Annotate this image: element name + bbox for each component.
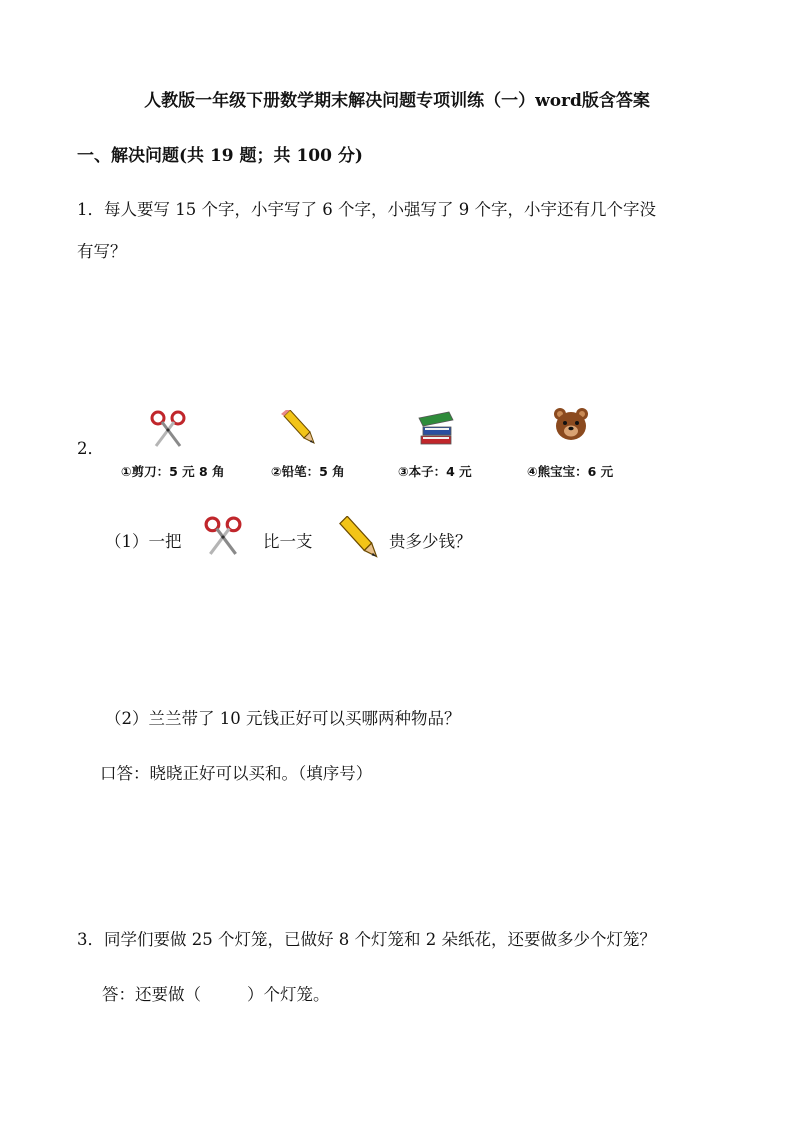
sub-1-prefix: （1）一把 [105, 532, 182, 551]
sub-1-middle: 比一支 [263, 532, 313, 551]
item-label-bear: ④熊宝宝：6 元 [527, 464, 614, 479]
question-3-answer [102, 981, 330, 1005]
bear-icon [553, 406, 589, 446]
scissors-icon [204, 514, 242, 562]
question-3: 3．同学们要做 25 个灯笼，已做好 8 个灯笼和 2 朵纸花，还要做多少个灯笼？ [77, 930, 656, 949]
item-label-scissors: ①剪刀：5 元 8 角 [121, 464, 225, 479]
books-icon [417, 410, 455, 450]
item-label-notebook: ③本子：4 元 [398, 464, 472, 479]
answer-prefix: 答：还要做（ [102, 985, 201, 1004]
pencil-icon [280, 410, 316, 448]
answer-suffix: ）个灯笼。 [247, 985, 330, 1004]
question-1-line-1: 1．每人要写 15 个字，小宇写了 6 个字，小强写了 9 个字，小宇还有几个字没 [77, 200, 656, 219]
item-label-pencil: ②铅笔：5 角 [271, 464, 345, 479]
question-2-sub-2: （2）兰兰带了 10 元钱正好可以买哪两种物品？ [105, 709, 461, 728]
sub-1-suffix: 贵多少钱？ [389, 532, 472, 551]
section-heading: 一、解决问题(共 19 题；共 100 分) [77, 146, 363, 166]
question-2-number: 2． [77, 439, 104, 458]
question-1-line-2: 有写？ [77, 242, 127, 261]
scissors-icon [150, 410, 186, 452]
page-title: 人教版一年级下册数学期末解决问题专项训练（一）word版含答案 [144, 91, 650, 111]
pencil-icon [335, 516, 379, 562]
question-2-answer: 口答：晓晓正好可以买和。（填序号） [100, 764, 373, 783]
